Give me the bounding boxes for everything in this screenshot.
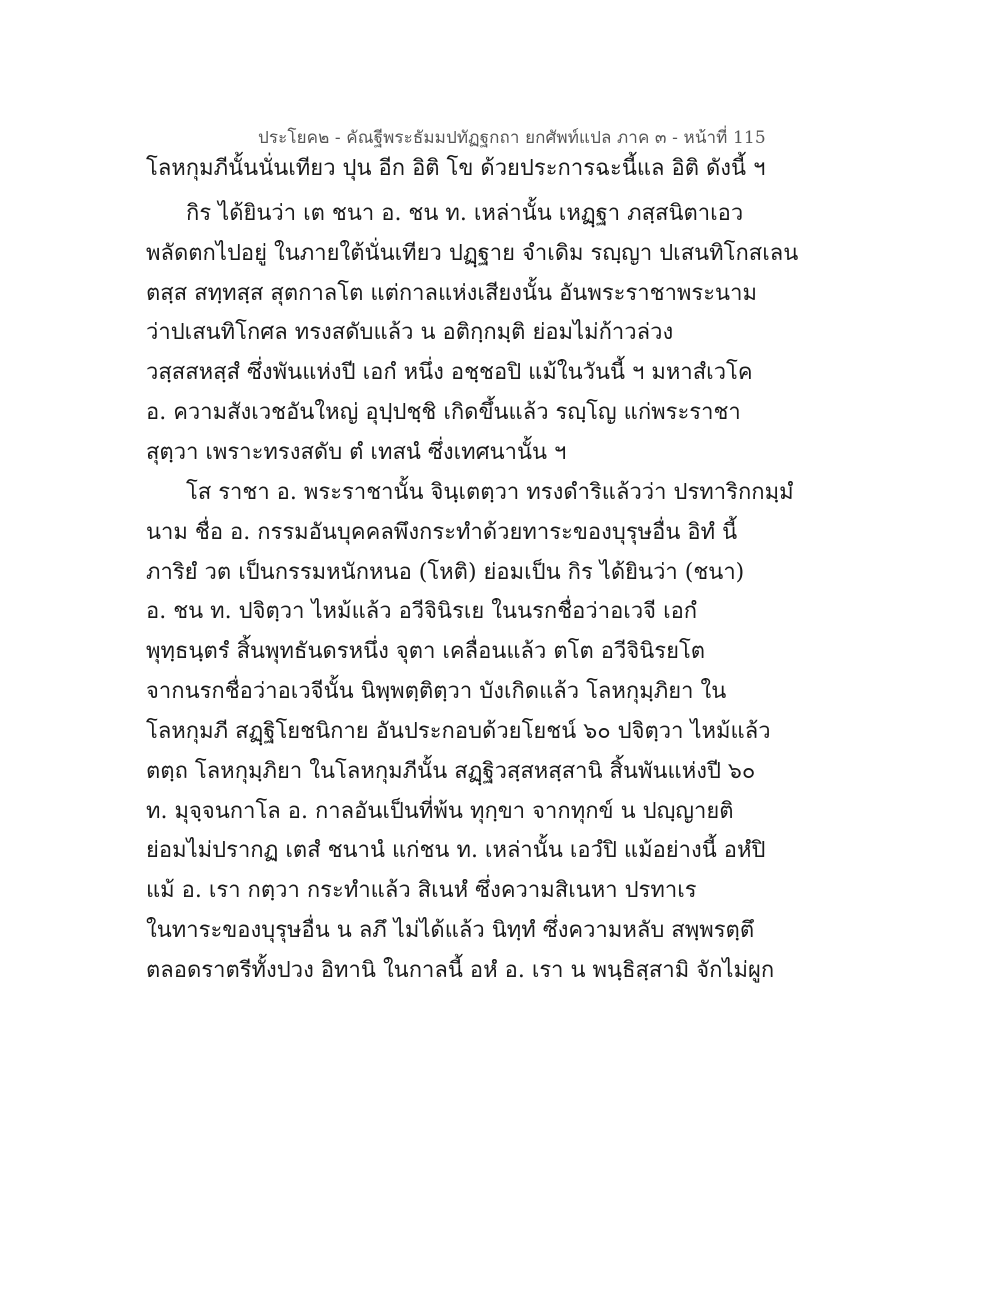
text-line: พุทฺธนฺตรํ สิ้นพุทธันดรหนึ่ง จุตา เคลื่อนแล้ว ตโต อวีจินิรยโต bbox=[146, 639, 706, 664]
text-line: กิร ได้ยินว่า เต ชนา อ. ชน ท. เหล่านั้น เหฏฺฐา ภสฺสนิตาเอว bbox=[186, 201, 744, 226]
text-line: ตสฺส สทฺทสฺส สุตกาลโต แต่กาลแห่งเสียงนั้น อันพระราชาพระนาม bbox=[146, 281, 757, 306]
text-line: ว่าปเสนทิโกศล ทรงสดับแล้ว น อติกฺกมฺติ ย่อมไม่ก้าวล่วง bbox=[146, 320, 674, 345]
text-line: โลหกุมภี สฏฺฐิโยชนิกาย อันประกอบด้วยโยชน์ ๖๐ ปจิตฺวา ไหม้แล้ว bbox=[146, 719, 771, 744]
text-line: โลหกุมภีนั้นนั่นเทียว ปุน อีก อิติ โข ด้วยประการฉะนี้แล อิติ ดังนี้ ฯ bbox=[146, 156, 766, 181]
text-line: วสฺสสหสฺสํ ซึ่งพันแห่งปี เอกํ หนึ่ง อชฺชอปิ แม้ในวันนี้ ฯ มหาสํเวโค bbox=[146, 360, 753, 385]
text-line: ย่อมไม่ปรากฏ เตสํ ชนานํ แก่ชน ท. เหล่านั้น เอวํปิ แม้อย่างนี้ อหํปิ bbox=[146, 838, 766, 863]
text-line: พลัดตกไปอยู่ ในภายใต้นั่นเทียว ปฏฺฐาย จำเดิม รญฺญา ปเสนทิโกสเลน bbox=[146, 241, 799, 266]
text-line: อ. ชน ท. ปจิตฺวา ไหม้แล้ว อวีจินิรเย ในนรกชื่อว่าอเวจี เอกํ bbox=[146, 599, 698, 624]
text-line: ตตฺถ โลหกุมฺภิยา ในโลหกุมภีนั้น สฏฺฐิวสฺสหสฺสานิ สิ้นพันแห่งปี ๖๐ bbox=[146, 759, 756, 784]
text-line: อ. ความสังเวชอันใหญ่ อุปฺปชฺชิ เกิดขึ้นแล้ว รญฺโญ แก่พระราชา bbox=[146, 400, 741, 425]
text-line: ท. มุจฺจนกาโล อ. กาลอันเป็นที่พ้น ทุกฺขา จากทุกข์ น ปญฺญายติ bbox=[146, 799, 734, 824]
running-header: ประโยค๒ - คัณฐีพระธัมมปทัฏฐกถา ยกศัพท์แปล ภาค ๓ - หน้าที่ 115 bbox=[258, 128, 766, 148]
text-line: โส ราชา อ. พระราชานั้น จินฺเตตฺวา ทรงดำริแล้วว่า ปรทาริกกมฺมํ bbox=[186, 480, 794, 505]
text-line: ในทาระของบุรุษอื่น น ลภึ ไม่ได้แล้ว นิทฺทํ ซึ่งความหลับ สพฺพรตฺตึ bbox=[146, 918, 755, 943]
text-line: ภาริยํ วต เป็นกรรมหนักหนอ (โหติ) ย่อมเป็น กิร ได้ยินว่า (ชนา) bbox=[146, 560, 745, 585]
text-line: สุตฺวา เพราะทรงสดับ ตํ เทสนํ ซึ่งเทศนานั้น ฯ bbox=[146, 440, 567, 465]
text-line: แม้ อ. เรา กตฺวา กระทำแล้ว สิเนหํ ซึ่งความสิเนหา ปรทาเร bbox=[146, 878, 697, 903]
text-line: จากนรกชื่อว่าอเวจีนั้น นิพฺพตฺติตฺวา บังเกิดแล้ว โลหกุมฺภิยา ใน bbox=[146, 679, 727, 704]
text-line: นาม ชื่อ อ. กรรมอันบุคคลพึงกระทำด้วยทาระของบุรุษอื่น อิทํ นี้ bbox=[146, 520, 738, 545]
text-line: ตลอดราตรีทั้งปวง อิทานิ ในกาลนี้ อหํ อ. เรา น พนฺธิสฺสามิ จักไม่ผูก bbox=[146, 958, 775, 983]
